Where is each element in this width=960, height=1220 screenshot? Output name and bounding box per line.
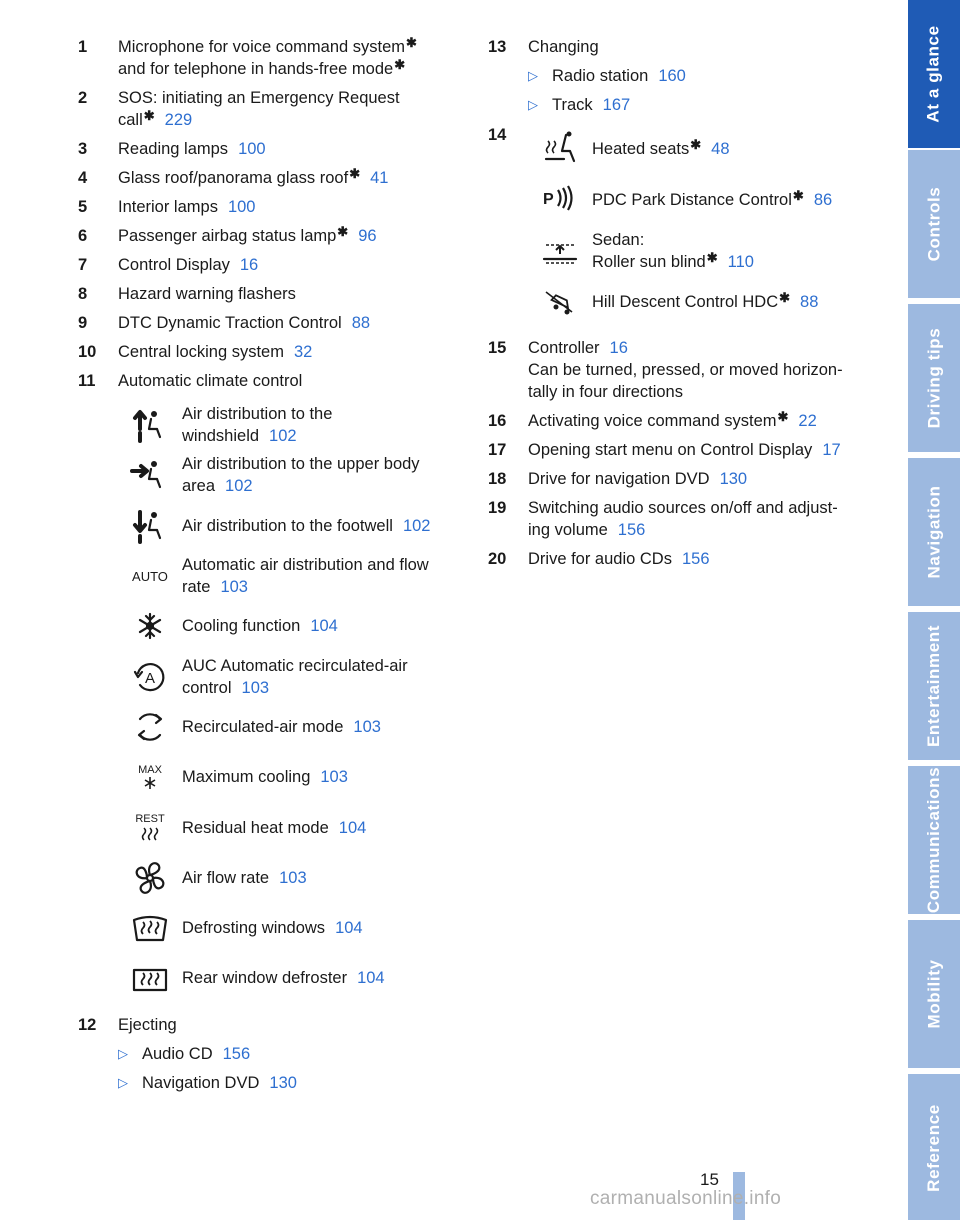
auto-icon <box>118 554 182 598</box>
item-body <box>118 254 478 276</box>
page-reference-link[interactable]: 104 <box>310 617 338 636</box>
item-text: Automatic climate control <box>118 372 303 390</box>
item-text: Activating voice command system <box>528 412 777 430</box>
text-line <box>528 468 872 490</box>
page-reference-link[interactable]: 102 <box>225 477 253 496</box>
icon-row <box>528 174 872 225</box>
icon-description <box>182 554 478 598</box>
climate-icon-table <box>118 400 478 1004</box>
sidebar-tab-label: Entertainment <box>924 624 943 748</box>
item-body <box>528 468 872 490</box>
text-line <box>118 167 478 189</box>
item-body <box>118 36 478 80</box>
text-line <box>182 716 478 738</box>
fan-icon <box>118 856 182 900</box>
item-text: rate <box>182 578 211 597</box>
text-line <box>118 58 478 80</box>
page-reference-link[interactable]: 167 <box>602 96 631 114</box>
max-cooling-icon <box>118 755 182 799</box>
list-item <box>488 497 872 541</box>
item-text: Switching audio sources on/off and adjust- <box>528 499 838 517</box>
sub-item <box>118 1043 478 1065</box>
item-body <box>528 410 872 432</box>
page-reference-link[interactable]: 41 <box>370 169 389 187</box>
item-text: and for telephone in hands-free mode <box>118 60 394 78</box>
list-item <box>488 468 872 490</box>
page-number: 15 <box>700 1170 719 1189</box>
sidebar-tab-label: At a glance <box>924 25 944 123</box>
item-text: Ejecting <box>118 1015 177 1034</box>
sidebar-tab[interactable] <box>908 766 960 914</box>
text-line <box>118 36 478 58</box>
item-number: 17 <box>488 441 507 459</box>
list-item <box>78 138 478 160</box>
item-body <box>118 196 478 218</box>
text-line <box>528 519 872 541</box>
item-number: 7 <box>78 256 88 274</box>
sidebar-tab[interactable] <box>908 920 960 1068</box>
icon-row <box>118 551 478 601</box>
page-reference-link[interactable]: 104 <box>338 818 367 837</box>
list-item <box>78 225 478 247</box>
item-number: 20 <box>488 550 507 568</box>
item-text: Residual heat mode <box>182 818 329 837</box>
icon-row <box>118 903 478 953</box>
item-text: Opening start menu on Control Display <box>528 441 813 459</box>
residual-heat-icon <box>118 806 182 850</box>
page-reference-link[interactable]: 104 <box>335 919 363 938</box>
icon-row <box>118 651 478 701</box>
sub-item-text: Track <box>552 96 593 114</box>
page-reference-link[interactable]: 103 <box>320 768 348 787</box>
page-reference-link[interactable]: 88 <box>800 292 819 311</box>
icon-row <box>118 953 478 1003</box>
text-line <box>592 138 872 160</box>
watermark-text: carmanualsonline.info <box>590 1188 782 1209</box>
item-text: ing volume <box>528 521 608 539</box>
text-line <box>182 576 478 598</box>
item-body <box>528 337 872 403</box>
item-text: Rear window defroster <box>182 969 348 988</box>
item-number: 18 <box>488 470 507 488</box>
item-text: control <box>182 678 232 697</box>
list-item <box>78 370 478 392</box>
icon-description <box>182 403 478 447</box>
sidebar-tab[interactable] <box>908 0 960 148</box>
list-item <box>78 254 478 276</box>
item-text: Heated seats <box>592 139 690 158</box>
svg-text:REST: REST <box>135 812 165 825</box>
item-text: area <box>182 477 216 496</box>
icon-description <box>182 867 478 889</box>
sidebar-tab[interactable] <box>908 1074 960 1220</box>
item-body <box>118 225 478 247</box>
list-item <box>488 36 872 58</box>
recirculation-icon <box>118 705 182 749</box>
sidebar-tab[interactable] <box>908 304 960 452</box>
icon-row <box>528 123 872 174</box>
page-reference-link[interactable]: 102 <box>269 427 297 446</box>
page-reference-link[interactable]: 86 <box>813 190 833 209</box>
item-text: call <box>118 111 143 129</box>
icon-row <box>118 450 478 500</box>
list-item <box>78 87 478 131</box>
text-line <box>182 655 478 677</box>
sub-item-text: Radio station <box>552 67 649 85</box>
sidebar-tab-label: Reference <box>924 1104 943 1192</box>
item-body <box>528 497 872 541</box>
page-reference-link[interactable]: 130 <box>269 1073 297 1092</box>
text-line <box>118 254 478 276</box>
item-text: SOS: initiating an Emergency Request <box>118 89 400 107</box>
heated-seat-icon <box>528 127 592 171</box>
item-text: Air distribution to the <box>182 405 333 424</box>
text-line <box>528 497 872 519</box>
icon-row <box>118 802 478 852</box>
icon-description <box>182 967 478 989</box>
svg-text:A: A <box>144 669 156 687</box>
sidebar-tab[interactable] <box>908 458 960 606</box>
item-text: Automatic air distribution and flow <box>182 556 429 575</box>
optional-star-icon: ✱ <box>706 249 718 265</box>
icon-row <box>118 601 478 651</box>
list-item <box>78 1014 478 1036</box>
list-item <box>488 410 872 432</box>
text-line <box>118 312 478 334</box>
page-reference-link[interactable]: 103 <box>279 868 307 887</box>
text-line <box>118 196 478 218</box>
left-column <box>78 36 478 1101</box>
icon-description <box>182 817 478 839</box>
item-number: 1 <box>78 38 88 56</box>
sidebar-tab-label: Navigation <box>924 485 943 579</box>
sidebar-tab-label: Driving tips <box>924 327 943 429</box>
item-text: Drive for navigation DVD <box>528 470 710 488</box>
item-text: Interior lamps <box>118 198 218 216</box>
page-reference-link[interactable]: 103 <box>241 678 270 697</box>
item-text: Defrosting windows <box>182 919 326 938</box>
text-line <box>182 515 478 537</box>
page-reference-link[interactable]: 102 <box>402 516 431 535</box>
sidebar-tab[interactable] <box>908 150 960 298</box>
page-reference-link[interactable]: 16 <box>609 339 628 357</box>
icon-row <box>528 225 872 276</box>
item-text: Reading lamps <box>118 140 229 158</box>
optional-star-icon: ✱ <box>406 35 417 50</box>
page-reference-link[interactable]: 17 <box>822 441 841 459</box>
item-text: Hill Descent Control HDC <box>592 292 779 311</box>
list-item <box>488 439 872 461</box>
item-body <box>118 312 478 334</box>
page-reference-link[interactable]: 16 <box>239 256 259 274</box>
optional-star-icon: ✱ <box>777 409 789 424</box>
text-line <box>118 283 478 305</box>
item-text: windshield <box>182 427 260 446</box>
text-line <box>118 138 478 160</box>
sidebar-tab-label: Communications <box>924 766 943 914</box>
page-reference-link[interactable]: 22 <box>798 412 817 430</box>
list-item <box>78 167 478 189</box>
item-number: 19 <box>488 499 507 517</box>
item-text: Microphone for voice command system <box>118 38 406 56</box>
icon-row <box>118 853 478 903</box>
text-line <box>182 677 478 699</box>
list-item <box>78 341 478 363</box>
text-line <box>592 291 872 313</box>
item-text: DTC Dynamic Traction Control <box>118 314 342 332</box>
item-number: 2 <box>78 89 88 107</box>
page-reference-link[interactable]: 88 <box>351 314 371 332</box>
text-line <box>182 403 478 425</box>
item-body <box>118 87 478 131</box>
item-body <box>528 439 872 461</box>
text-line <box>528 359 872 381</box>
page-reference-link[interactable]: 103 <box>353 717 381 736</box>
page-reference-link[interactable]: 156 <box>681 550 710 568</box>
item-text: Control Display <box>118 256 230 274</box>
item-body <box>118 341 478 363</box>
item-number: 10 <box>78 343 97 361</box>
sub-item <box>528 65 872 87</box>
item-number: 3 <box>78 140 88 158</box>
page-reference-link[interactable]: 160 <box>658 67 686 85</box>
item-body <box>528 548 872 570</box>
rear-defrost-icon <box>118 956 182 1000</box>
roller-blind-icon <box>528 229 592 273</box>
item-text: Recirculated-air mode <box>182 717 344 736</box>
text-line <box>182 475 478 497</box>
text-line <box>592 251 872 273</box>
svg-text:P: P <box>543 190 554 208</box>
item-number: 4 <box>78 169 88 187</box>
page-reference-link[interactable]: 110 <box>727 252 754 271</box>
item-text: Hazard warning flashers <box>118 285 296 303</box>
item-text: Can be turned, pressed, or moved horizon- <box>528 361 843 379</box>
text-line <box>528 548 872 570</box>
air-footwell-icon <box>118 504 182 548</box>
item-text: Air distribution to the footwell <box>182 516 393 535</box>
item-number: 11 <box>78 372 96 390</box>
item-number: 16 <box>488 412 507 430</box>
sidebar-tab-label: Controls <box>924 186 943 262</box>
triangle-bullet-icon: ▷ <box>528 97 538 112</box>
item-12 <box>78 1014 478 1094</box>
svg-text:MAX: MAX <box>138 764 162 777</box>
snowflake-icon <box>118 604 182 648</box>
text-line <box>182 554 478 576</box>
text-line <box>528 337 872 359</box>
list-item <box>78 312 478 334</box>
optional-star-icon: ✱ <box>337 224 349 239</box>
text-line <box>182 425 478 447</box>
text-line <box>182 917 478 939</box>
icon-row <box>528 276 872 327</box>
item-number: 12 <box>78 1015 97 1034</box>
item-number: 9 <box>78 314 88 332</box>
optional-star-icon: ✱ <box>349 166 361 181</box>
right-column <box>488 36 872 577</box>
page-reference-link[interactable]: 103 <box>220 578 248 597</box>
item-text: AUC Automatic recirculated-air <box>182 656 408 675</box>
optional-star-icon: ✱ <box>394 57 406 72</box>
page-reference-link[interactable]: 156 <box>617 521 646 539</box>
text-line <box>182 867 478 889</box>
list-item <box>78 196 478 218</box>
icon-row <box>118 501 478 551</box>
item-text: PDC Park Distance Control <box>592 190 792 209</box>
text-line <box>118 341 478 363</box>
item-body <box>118 370 478 392</box>
sidebar-tab-label: Mobility <box>924 959 944 1029</box>
icon-description <box>592 229 872 273</box>
item-number: 15 <box>488 339 507 357</box>
item-14 <box>488 123 872 327</box>
text-line <box>118 109 478 131</box>
item-text: Sedan: <box>592 230 645 249</box>
item-text: Maximum cooling <box>182 768 311 787</box>
page-reference-link[interactable]: 100 <box>227 198 256 216</box>
item-13 <box>488 36 872 116</box>
item-text: Drive for audio CDs <box>528 550 672 568</box>
air-upper-body-icon <box>118 453 182 497</box>
item-number: 8 <box>78 285 88 303</box>
pdc-icon <box>528 178 592 222</box>
page-reference-link[interactable]: 32 <box>293 343 313 361</box>
item-text: Central locking system <box>118 343 284 361</box>
text-line <box>592 229 872 251</box>
text-line <box>528 410 872 432</box>
sub-item <box>118 1072 478 1094</box>
item-text: Glass roof/panorama glass roof <box>118 169 349 187</box>
defrost-windshield-icon <box>118 906 182 950</box>
text-line <box>118 225 478 247</box>
item-list-right <box>488 337 872 570</box>
list-item <box>488 548 872 570</box>
text-line <box>182 453 478 475</box>
item-number: 5 <box>78 198 88 216</box>
item-text: Air distribution to the upper body <box>182 455 420 474</box>
text-line <box>528 439 872 461</box>
text-line <box>118 370 478 392</box>
hdc-icon <box>528 280 592 324</box>
item-text: tally in four directions <box>528 383 683 401</box>
page-reference-link[interactable]: 100 <box>238 140 266 158</box>
icon-description <box>182 716 478 738</box>
item-body <box>118 167 478 189</box>
item-text: Controller <box>528 339 600 357</box>
sub-item-text: Navigation DVD <box>142 1073 260 1092</box>
list-item <box>78 283 478 305</box>
triangle-bullet-icon: ▷ <box>118 1074 128 1090</box>
item-text: Roller sun blind <box>592 252 706 271</box>
item-body <box>118 138 478 160</box>
page-reference-link[interactable]: 104 <box>357 969 385 988</box>
item-list-left <box>78 36 478 392</box>
icon-row <box>118 400 478 450</box>
text-line <box>182 967 478 989</box>
icon-description <box>182 515 478 537</box>
text-line <box>592 189 872 211</box>
optional-star-icon: ✱ <box>143 108 155 123</box>
text-line <box>528 381 872 403</box>
text-line <box>118 87 478 109</box>
optional-star-icon: ✱ <box>690 136 702 152</box>
list-item <box>488 337 872 403</box>
icon-description <box>182 453 478 497</box>
page-reference-link[interactable]: 229 <box>164 111 193 129</box>
page-reference-link[interactable]: 130 <box>719 470 748 488</box>
item-text: Changing <box>528 38 599 56</box>
icon-description <box>592 291 872 313</box>
sidebar-tab[interactable] <box>908 612 960 760</box>
icon-description <box>182 917 478 939</box>
icon-row <box>118 702 478 752</box>
page-reference-link[interactable]: 156 <box>222 1044 251 1063</box>
icon-description <box>182 766 478 788</box>
svg-text:AUTO: AUTO <box>132 569 168 585</box>
item-text: Passenger airbag status lamp <box>118 227 337 245</box>
chapter-sidebar <box>908 0 960 1220</box>
sub-item-text: Audio CD <box>142 1044 213 1063</box>
page-reference-link[interactable]: 96 <box>358 227 377 245</box>
optional-star-icon: ✱ <box>792 187 804 203</box>
item-body <box>118 283 478 305</box>
icon-description <box>182 655 478 699</box>
air-windshield-icon <box>118 403 182 447</box>
text-line <box>182 615 478 637</box>
sub-item <box>528 94 872 116</box>
triangle-bullet-icon: ▷ <box>528 68 538 83</box>
icon-row <box>118 752 478 802</box>
icon-description <box>182 615 478 637</box>
item-text: Cooling function <box>182 617 301 636</box>
optional-star-icon: ✱ <box>779 289 791 305</box>
item-text: Air flow rate <box>182 868 270 887</box>
item-number: 6 <box>78 227 88 245</box>
item14-icon-table <box>528 123 872 327</box>
auc-icon <box>118 655 182 699</box>
icon-description <box>592 189 872 211</box>
triangle-bullet-icon: ▷ <box>118 1045 128 1061</box>
item-number: 13 <box>488 38 507 56</box>
list-item <box>78 36 478 80</box>
page-reference-link[interactable]: 48 <box>711 139 730 158</box>
item-number: 14 <box>488 126 507 144</box>
icon-description <box>592 138 872 160</box>
text-line <box>182 817 478 839</box>
text-line <box>182 766 478 788</box>
